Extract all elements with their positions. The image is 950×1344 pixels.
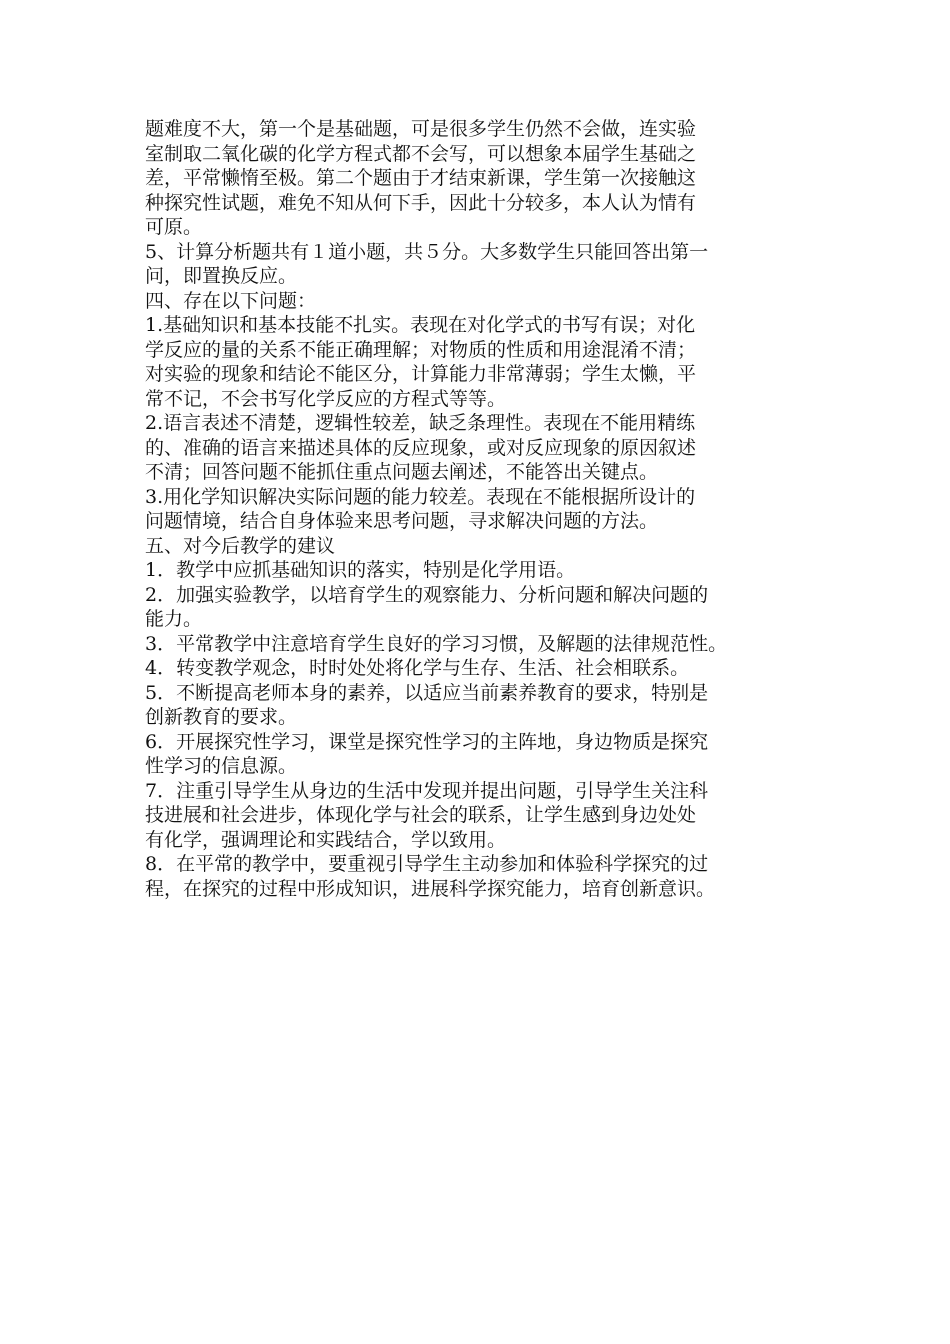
text-line: 学反应的量的关系不能正确理解；对物质的性质和用途混淆不清； xyxy=(145,338,697,361)
text-line: 性学习的信息源。 xyxy=(145,755,298,777)
text-line: 7．注重引导学生从身边的生活中发现并提出问题，引导学生关注科 xyxy=(145,779,709,802)
section-heading: 五、对今后教学的建议 xyxy=(145,534,336,557)
section-heading: 四、存在以下问题： xyxy=(145,289,317,312)
text-line: 3．平常教学中注意培育学生良好的学习习惯，及解题的法律规范性。 xyxy=(145,632,728,655)
text-line: 常不记，不会书写化学反应的方程式等等。 xyxy=(145,387,507,410)
text-line: 技进展和社会进步，体现化学与社会的联系，让学生感到身边处处 xyxy=(145,804,697,826)
text-line: 的、准确的语言来描述具体的反应现象，或对反应现象的原因叙述 xyxy=(145,436,697,459)
text-line: 差，平常懒惰至极。第二个题由于才结束新课，学生第一次接触这 xyxy=(145,167,697,189)
text-line: 2．加强实验教学，以培育学生的观察能力、分析问题和解决问题的 xyxy=(145,583,709,606)
text-line: 不清；回答问题不能抓住重点问题去阐述，不能答出关键点。 xyxy=(145,461,659,483)
document-body-text xyxy=(145,117,813,901)
text-line: 8．在平常的教学中，要重视引导学生主动参加和体验科学探究的过 xyxy=(145,853,709,875)
text-line: 3.用化学知识解决实际问题的能力较差。表现在不能根据所设计的 xyxy=(145,485,696,508)
text-line: 问题情境，结合自身体验来思考问题，寻求解决问题的方法。 xyxy=(145,510,659,532)
text-line: 程，在探究的过程中形成知识，进展科学探究能力，培育创新意识。 xyxy=(145,877,716,900)
text-line: 能力。 xyxy=(145,608,203,630)
text-line: 对实验的现象和结论不能区分，计算能力非常薄弱；学生太懒，平 xyxy=(145,363,697,385)
text-line: 有化学，强调理论和实践结合，学以致用。 xyxy=(145,828,507,851)
text-line: 题难度不大，第一个是基础题，可是很多学生仍然不会做，连实验 xyxy=(145,118,697,140)
text-line: 4．转变教学观念，时时处处将化学与生存、生活、社会相联系。 xyxy=(145,657,690,679)
text-line: 问，即置换反应。 xyxy=(145,265,298,287)
text-line: 室制取二氧化碳的化学方程式都不会写，可以想象本届学生基础之 xyxy=(145,142,697,165)
text-line: 5、计算分析题共有１道小题，共５分。大多数学生只能回答出第一 xyxy=(145,240,709,263)
text-line: 1．教学中应抓基础知识的落实，特别是化学用语。 xyxy=(145,559,576,581)
text-line: 6．开展探究性学习，课堂是探究性学习的主阵地，身边物质是探究 xyxy=(145,730,709,753)
text-line: 可原。 xyxy=(145,216,203,238)
text-line: 种探究性试题，难免不知从何下手，因此十分较多，本人认为情有 xyxy=(145,191,697,214)
text-line: 1.基础知识和基本技能不扎实。表现在对化学式的书写有误；对化 xyxy=(145,314,696,336)
text-line: 5．不断提高老师本身的素养，以适应当前素养教育的要求，特别是 xyxy=(145,681,709,704)
text-line: 创新教育的要求。 xyxy=(145,706,298,728)
text-line: 2.语言表述不清楚，逻辑性较差，缺乏条理性。表现在不能用精练 xyxy=(145,412,696,434)
